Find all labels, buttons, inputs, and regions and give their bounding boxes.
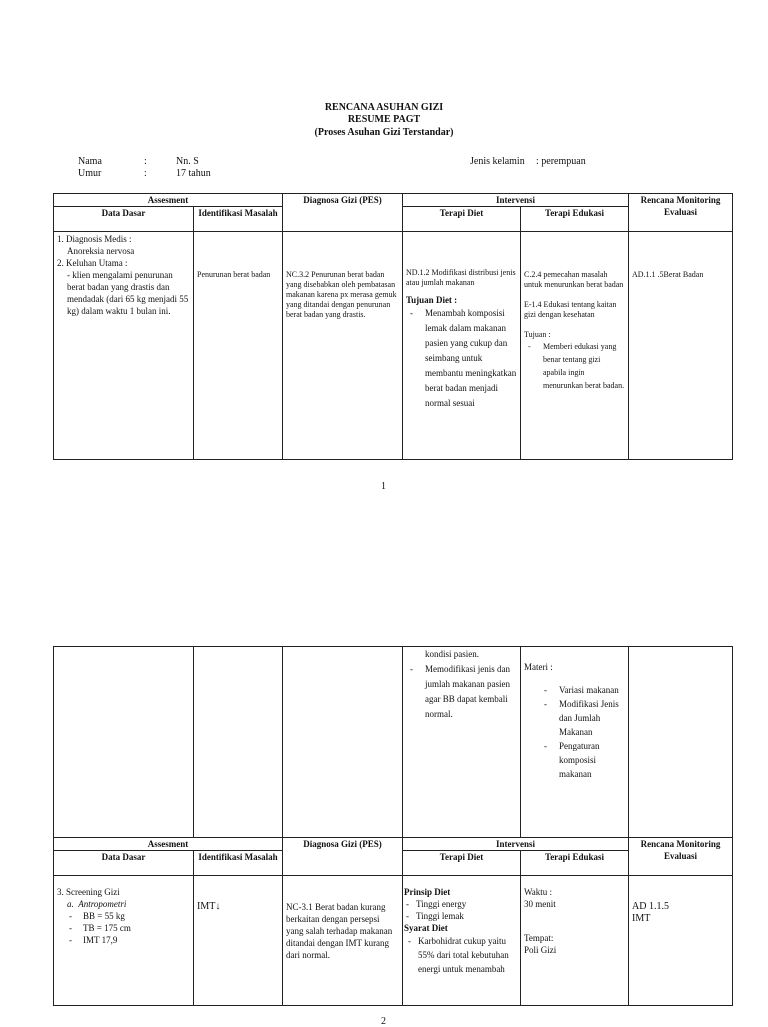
page-number-2: 2 [381,1016,386,1027]
syarat-diet-item: - Karbohidrat cukup yaitu 55% dari total kebutuhan energi untuk menambah [404,934,517,976]
materi-item: - Pengaturan komposisi makanan [540,739,625,781]
rencana-imt: IMT [632,913,651,924]
cont-rencana-cell [629,647,733,838]
identifikasi-header: Identifikasi Masalah [194,207,283,232]
imt-value: - IMT 17,9 [67,934,190,946]
age-value: 17 tahun [176,168,211,179]
tujuan-diet-item: - Menambah komposisi lemak dalam makanan pasien yang cukup dan seimbang untuk membantu meningkatkan berat badan menjadi normal sesuai [406,306,517,411]
terapi-edukasi-cell [521,232,629,460]
data-dasar-header: Data Dasar [54,851,194,876]
screening-terapi-diet-cell [403,876,521,1006]
care-plan-table-1 [53,193,733,460]
rencana-header: Rencana Monitoring Evaluasi [629,194,733,232]
edukasi-code-1: C.2.4 pemecahan masalah untuk menurunkan berat badan [524,270,624,289]
age-separator: : [144,168,147,179]
edukasi-tujuan-label: Tujuan : [524,330,551,339]
materi-item: - Modifikasi Jenis dan Jumlah Makanan [540,697,625,739]
waktu-value: 30 menit [524,899,556,909]
terapi-diet-cell [403,232,521,460]
diagnosa-header: Diagnosa Gizi (PES) [283,194,403,232]
tb-value: - TB = 175 cm [67,922,190,934]
cont-terapi-edukasi-cell [521,647,629,838]
rencana-code: AD 1.1.5 [632,901,669,912]
syarat-diet-label: Syarat Diet [404,923,448,933]
diagnosa-cell [283,232,403,460]
assesment-header: Assesment [54,194,283,207]
gender-label: Jenis kelamin [470,156,525,167]
name-separator: : [144,156,147,167]
terapi-diet-code: ND.1.2 Modifikasi distribusi jenis atau jumlah makanan [406,268,516,287]
waktu-label: Waktu : [524,887,553,897]
rencana-header: Rencana Monitoring Evaluasi [629,838,733,876]
screening-identifikasi-cell [194,876,283,1006]
cont-terapi-diet-cell [403,647,521,838]
diagnosa-text: NC.3.2 Penurunan berat badan yang disebabkan oleh pembatasan makanan karena px merasa gemuk yang ditandai dengan penurunan berat badan yang drastis. [286,270,397,319]
care-plan-table-2 [53,646,733,838]
bb-value: - BB = 55 kg [67,910,190,922]
terapi-diet-item-2: - Memodifikasi jenis dan jumlah makanan pasien agar BB dapat kembali normal. [406,662,517,722]
name-value: Nn. S [176,156,199,167]
sub-a-marker: a. [67,899,74,909]
care-plan-table-3 [53,837,733,1006]
tujuan-diet-label: Tujuan Diet : [406,295,458,305]
data-dasar-header: Data Dasar [54,207,194,232]
gender-value: : perempuan [536,156,586,167]
doc-subtitle-2: (Proses Asuhan Gizi Terstandar) [314,127,454,138]
materi-label: Materi : [524,662,553,672]
page-number-1: 1 [381,481,386,492]
screening-diagnosa-text: NC-3.1 Berat badan kurang berkaitan dengan persepsi yang salah terhadap makanan ditandai dengan IMT kurang dari normal. [286,902,393,960]
edukasi-tujuan-item: - Memberi edukasi yang benar tentang gizi apabila ingin menurunkan berat badan. [524,340,625,392]
terapi-edukasi-header: Terapi Edukasi [521,851,629,876]
screening-rencana-cell [629,876,733,1006]
tempat-label: Tempat: [524,933,554,943]
diagnosis-medis-value: Anoreksia nervosa [67,246,135,256]
edukasi-code-2: E-1.4 Edukasi tentang kaitan gizi dengan kesehatan [524,300,617,319]
diagnosis-medis-label: 1. Diagnosis Medis : [57,234,132,244]
screening-data-dasar-cell [54,876,194,1006]
doc-subtitle: RESUME PAGT [347,114,421,125]
antropometri-label: Antropometri [78,899,127,909]
data-dasar-cell [54,232,194,460]
terapi-diet-continued: kondisi pasien. [425,649,479,659]
intervensi-header: Intervensi [403,838,629,851]
keluhan-utama-value: - klien mengalami penurunan berat badan yang drastis dan mendadak (dari 65 kg menjadi 55 kg) dalam waktu 1 bulan ini. [67,270,189,316]
cont-identifikasi-cell [194,647,283,838]
identifikasi-cell [194,232,283,460]
screening-terapi-edukasi-cell [521,876,629,1006]
prinsip-item: - Tinggi energy [404,898,517,910]
diagnosa-header: Diagnosa Gizi (PES) [283,838,403,876]
imt-indicator: IMT↓ [197,901,221,912]
identifikasi-header: Identifikasi Masalah [194,851,283,876]
intervensi-header: Intervensi [403,194,629,207]
name-label: Nama [78,156,102,167]
prinsip-item: - Tinggi lemak [404,910,517,922]
cont-diagnosa-cell [283,647,403,838]
terapi-diet-header: Terapi Diet [403,851,521,876]
age-label: Umur [78,168,102,179]
assesment-header: Assesment [54,838,283,851]
identifikasi-text: Penurunan berat badan [197,270,271,279]
screening-gizi-label: 3. Screening Gizi [57,887,120,897]
materi-item: - Variasi makanan [540,683,625,697]
keluhan-utama-label: 2. Keluhan Utama : [57,258,128,268]
screening-diagnosa-cell [283,876,403,1006]
terapi-edukasi-header: Terapi Edukasi [521,207,629,232]
prinsip-diet-label: Prinsip Diet [404,887,451,897]
rencana-text: AD.1.1 .5Berat Badan [632,270,704,279]
terapi-diet-header: Terapi Diet [403,207,521,232]
cont-data-dasar-cell [54,647,194,838]
rencana-cell [629,232,733,460]
doc-title: RENCANA ASUHAN GIZI [324,102,444,113]
tempat-value: Poli Gizi [524,945,557,955]
